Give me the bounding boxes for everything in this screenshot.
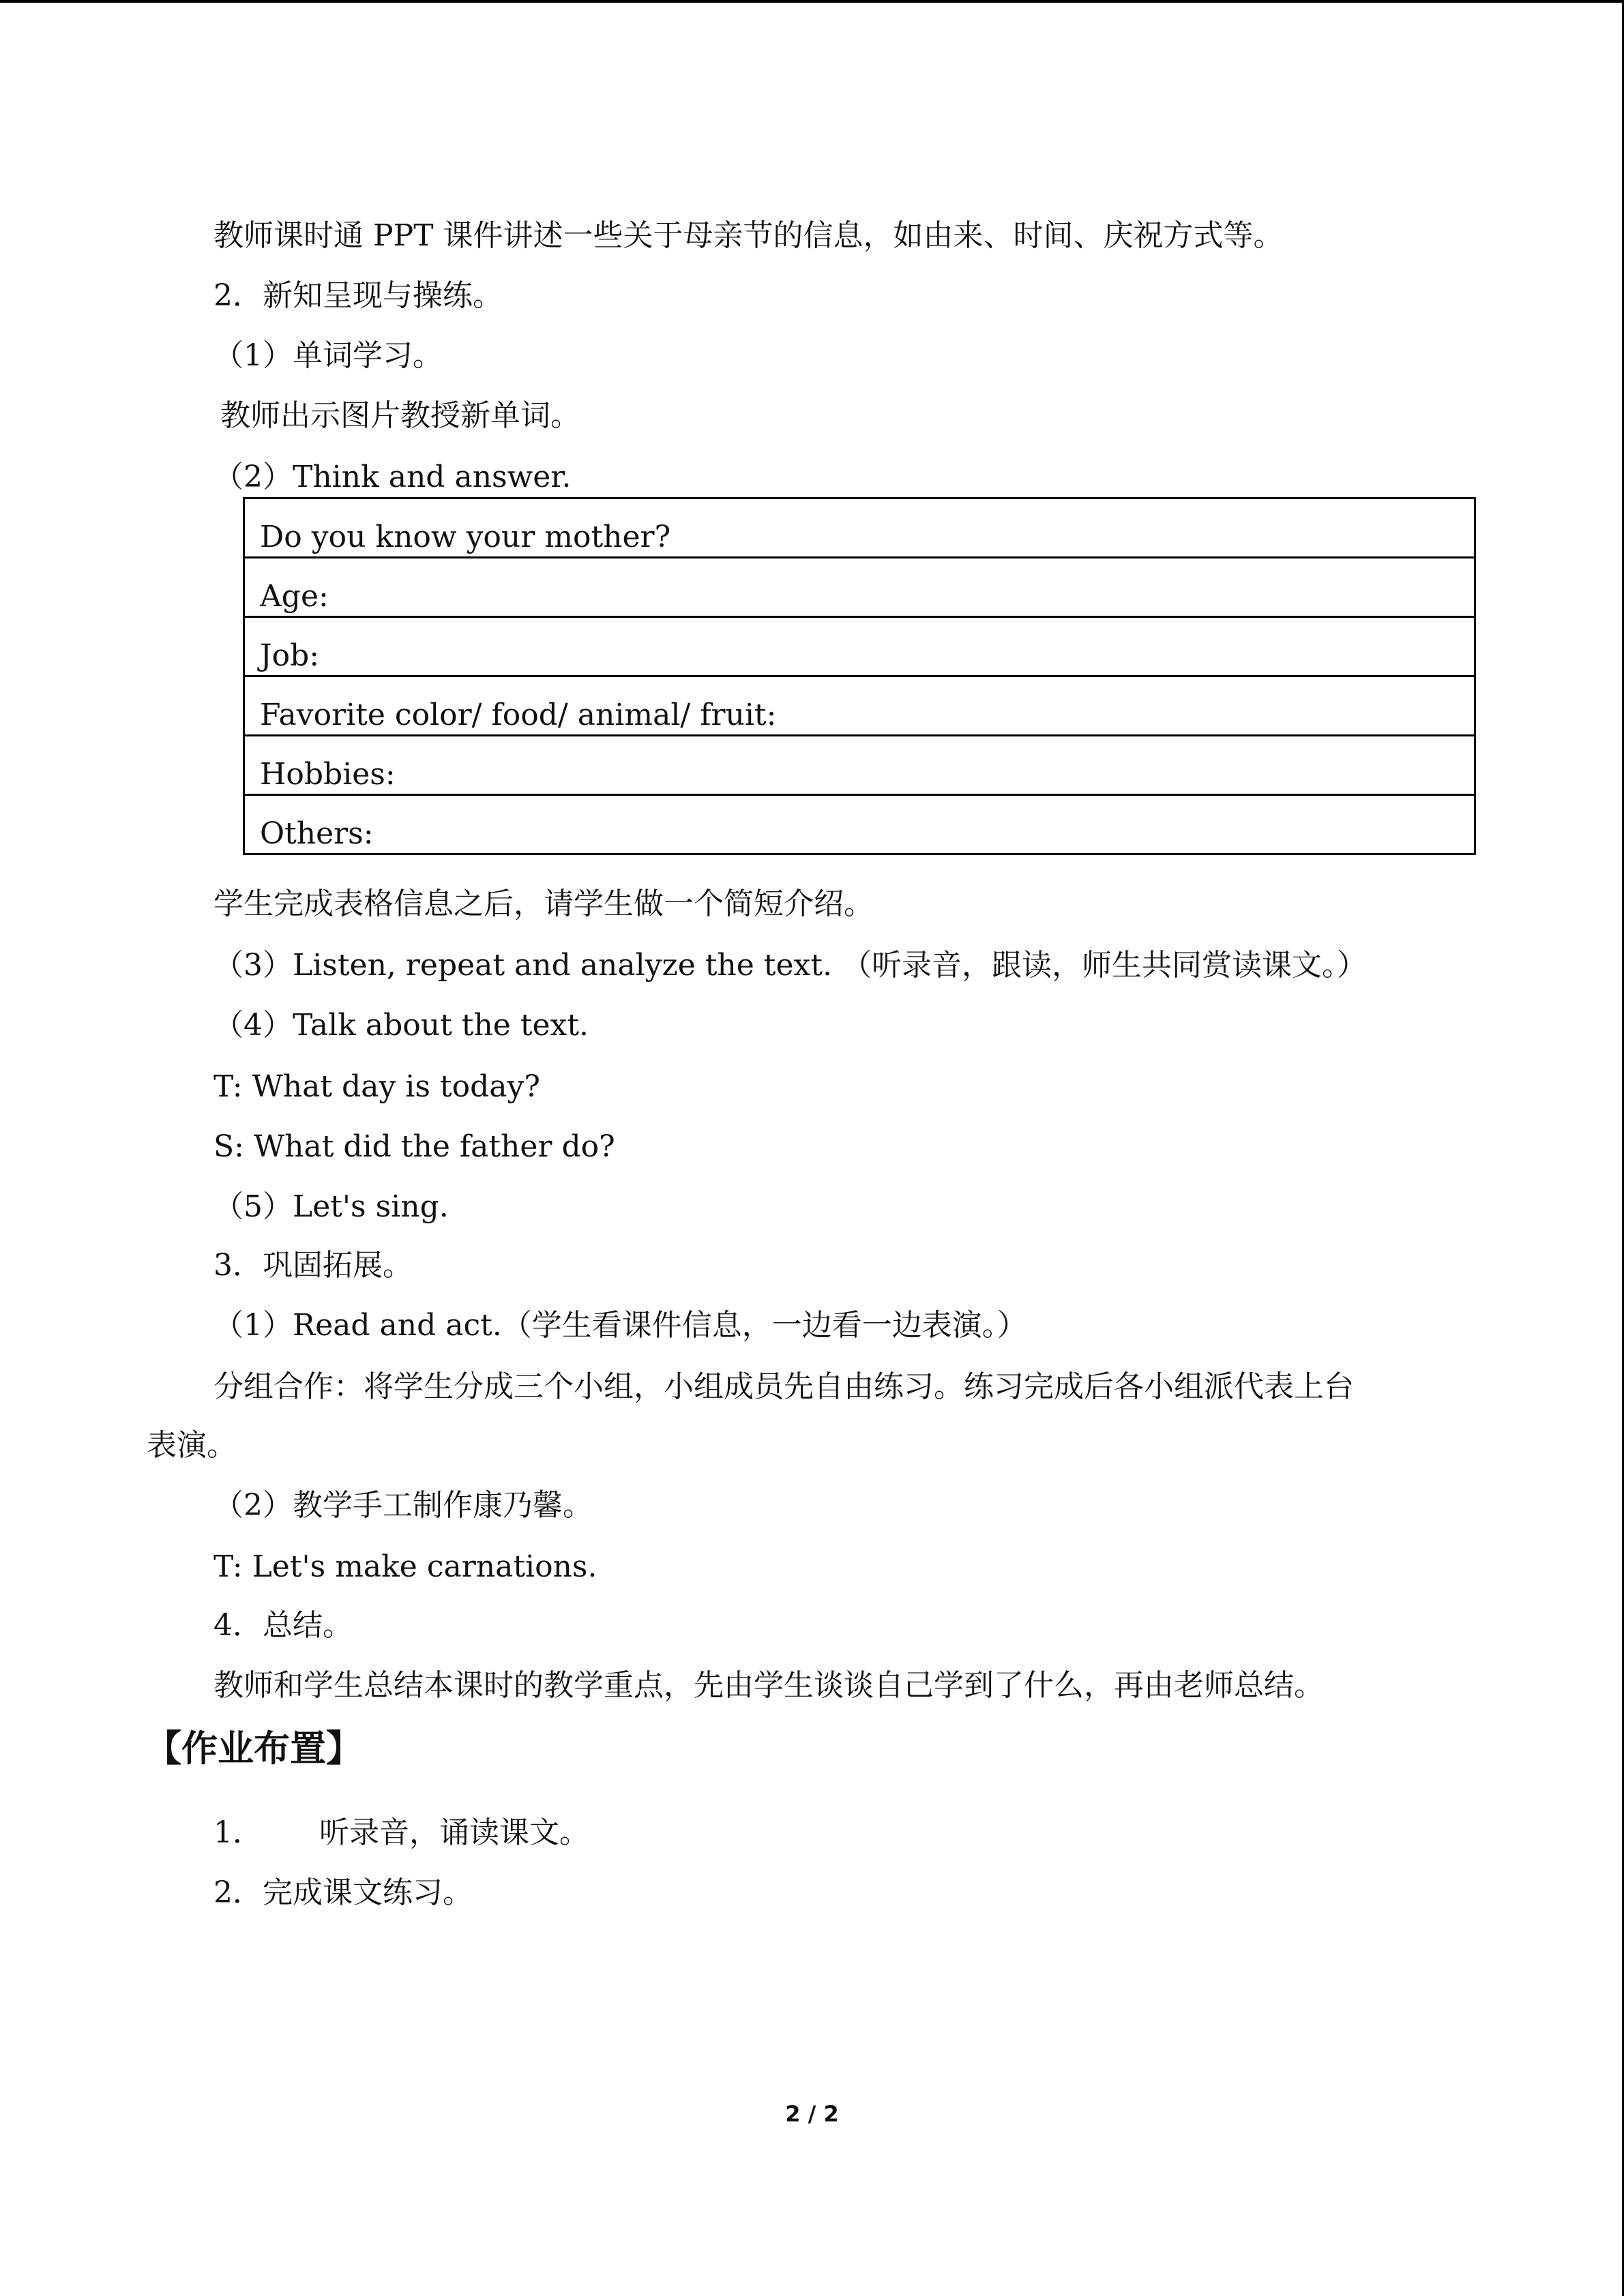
table-cell: Favorite color/ food/ animal/ fruit:: [244, 676, 1475, 736]
table-row: [244, 676, 1475, 736]
substep-carnation: （2）教学手工制作康乃馨。: [213, 1488, 593, 1523]
dialogue-student: S: What did the father do?: [213, 1129, 615, 1164]
paragraph-vocabulary: 教师出示图片教授新单词。: [220, 398, 580, 433]
table-row: [244, 617, 1475, 676]
paragraph-summary: 教师和学生总结本课时的教学重点，先由学生谈谈自己学到了什么，再由老师总结。: [213, 1668, 1324, 1703]
substep-listen-repeat: （3）Listen, repeat and analyze the text. （听录音，跟读，师生共同赏读课文。）: [213, 948, 1367, 983]
paragraph-after-table: 学生完成表格信息之后，请学生做一个简短介绍。: [213, 886, 874, 921]
homework-item-2: 2．完成课文练习。: [213, 1875, 473, 1910]
homework-item-1-text: 听录音，诵读课文。: [319, 1815, 589, 1850]
mother-info-table: [243, 497, 1476, 855]
table-row: [244, 498, 1475, 558]
paragraph-intro: 教师课时通 PPT 课件讲述一些关于母亲节的信息，如由来、时间、庆祝方式等。: [213, 218, 1284, 253]
substep-think-answer: （2）Think and answer.: [213, 460, 572, 494]
table-cell: Others:: [244, 795, 1475, 854]
table-cell: Job:: [244, 617, 1475, 676]
table-row: [244, 736, 1475, 795]
step-4-heading: 4．总结。: [213, 1608, 353, 1643]
paragraph-group-work-cont: 表演。: [147, 1428, 237, 1463]
paragraph-group-work: 分组合作：将学生分成三个小组，小组成员先自由练习。练习完成后各小组派代表上台: [213, 1369, 1354, 1404]
table-row: [244, 795, 1475, 854]
substep-vocabulary: （1）单词学习。: [213, 338, 443, 373]
page-number: 2 / 2: [785, 2101, 839, 2127]
substep-talk: （4）Talk about the text.: [213, 1008, 589, 1043]
substep-sing: （5）Let's sing.: [213, 1189, 449, 1224]
table-cell: Age:: [244, 558, 1475, 617]
table-cell: Do you know your mother?: [244, 498, 1475, 558]
dialogue-carnation: T: Let's make carnations.: [213, 1549, 597, 1584]
homework-heading: 【作业布置】: [145, 1728, 362, 1770]
page-top-border: [0, 0, 1624, 3]
table-cell: Hobbies:: [244, 736, 1475, 795]
step-3-heading: 3．巩固拓展。: [213, 1248, 413, 1283]
step-2-heading: 2．新知呈现与操练。: [213, 278, 503, 313]
dialogue-teacher: T: What day is today?: [213, 1069, 540, 1104]
table-row: [244, 558, 1475, 617]
homework-item-1-number: 1．: [213, 1815, 263, 1850]
substep-read-act: （1）Read and act.（学生看课件信息，一边看一边表演。）: [213, 1308, 1027, 1343]
